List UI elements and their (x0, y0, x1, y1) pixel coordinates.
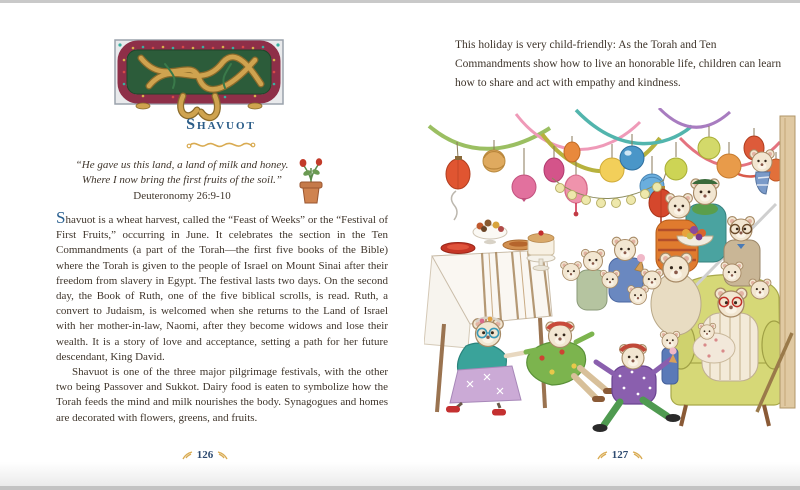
gold-sprig-icon (182, 451, 193, 460)
viewer-bottom-bar (0, 486, 800, 490)
gold-sprig-icon (217, 451, 228, 460)
gold-sprig-icon (632, 451, 643, 460)
page-number-left (150, 449, 260, 461)
flower-pot-illustration (295, 156, 327, 206)
chapter-title: Shavuot (186, 116, 256, 133)
party-illustration (424, 108, 796, 450)
quote-line: Where I now bring the first fruits of the soil.” (81, 174, 283, 186)
body-text (56, 208, 388, 426)
page-number-text: 127 (611, 449, 629, 461)
right-page-intro-text: This holiday is very child-friendly: As the Torah and Ten Commandments show how to live an honorable life, children can learn how to share and act with empathy and kindness. (455, 39, 782, 89)
gold-sprig-icon (597, 451, 608, 460)
ornament-plaque-art (113, 38, 285, 122)
quote-citation: Deuteronomy 26:9-10 (133, 190, 231, 202)
page-number-right (565, 449, 675, 461)
illuminated-header-plaque (113, 38, 285, 122)
scripture-quote (62, 158, 302, 204)
page-bottom-shadow (0, 462, 800, 486)
body-paragraph-1: Shavuot is a wheat harvest, called the “Feast of Weeks” or the “Festival of First Fruits,” occurring in June. It celebrates the section in the Ten Commandments (a part of the Torah—the first five books of the Bible) where the Torah is given to the people of Israel on Mount Sinai after their freedom from slavery in Egypt. The festival lasts two days. On the second day, the Book of Ruth, one of the five biblical scrolls, is read. Ruth, a convert to Judaism, is welcomed when she returns to the Land of Israel with her mother-in-law, Naomi, after they become widows and lose their wealth. It is a story of love and acceptance, setting a path for her future descendant, King David. (56, 208, 388, 363)
title-flourish-ornament (155, 138, 287, 150)
page-number-text: 126 (196, 449, 214, 461)
quote-line: “He gave us this land, a land of milk and honey. (75, 159, 289, 171)
running-mice (446, 317, 681, 432)
viewer-top-bar (0, 0, 800, 3)
body-paragraph-2: Shavuot is one of the three major pilgrimage festivals, with the other two being Passover and Sukkot. Dairy food is eaten to symbolize how the Torah feeds the mind and milk nourishes the body. Synagogues and homes are decorated with flowers, greens, and fruits. (56, 366, 388, 424)
